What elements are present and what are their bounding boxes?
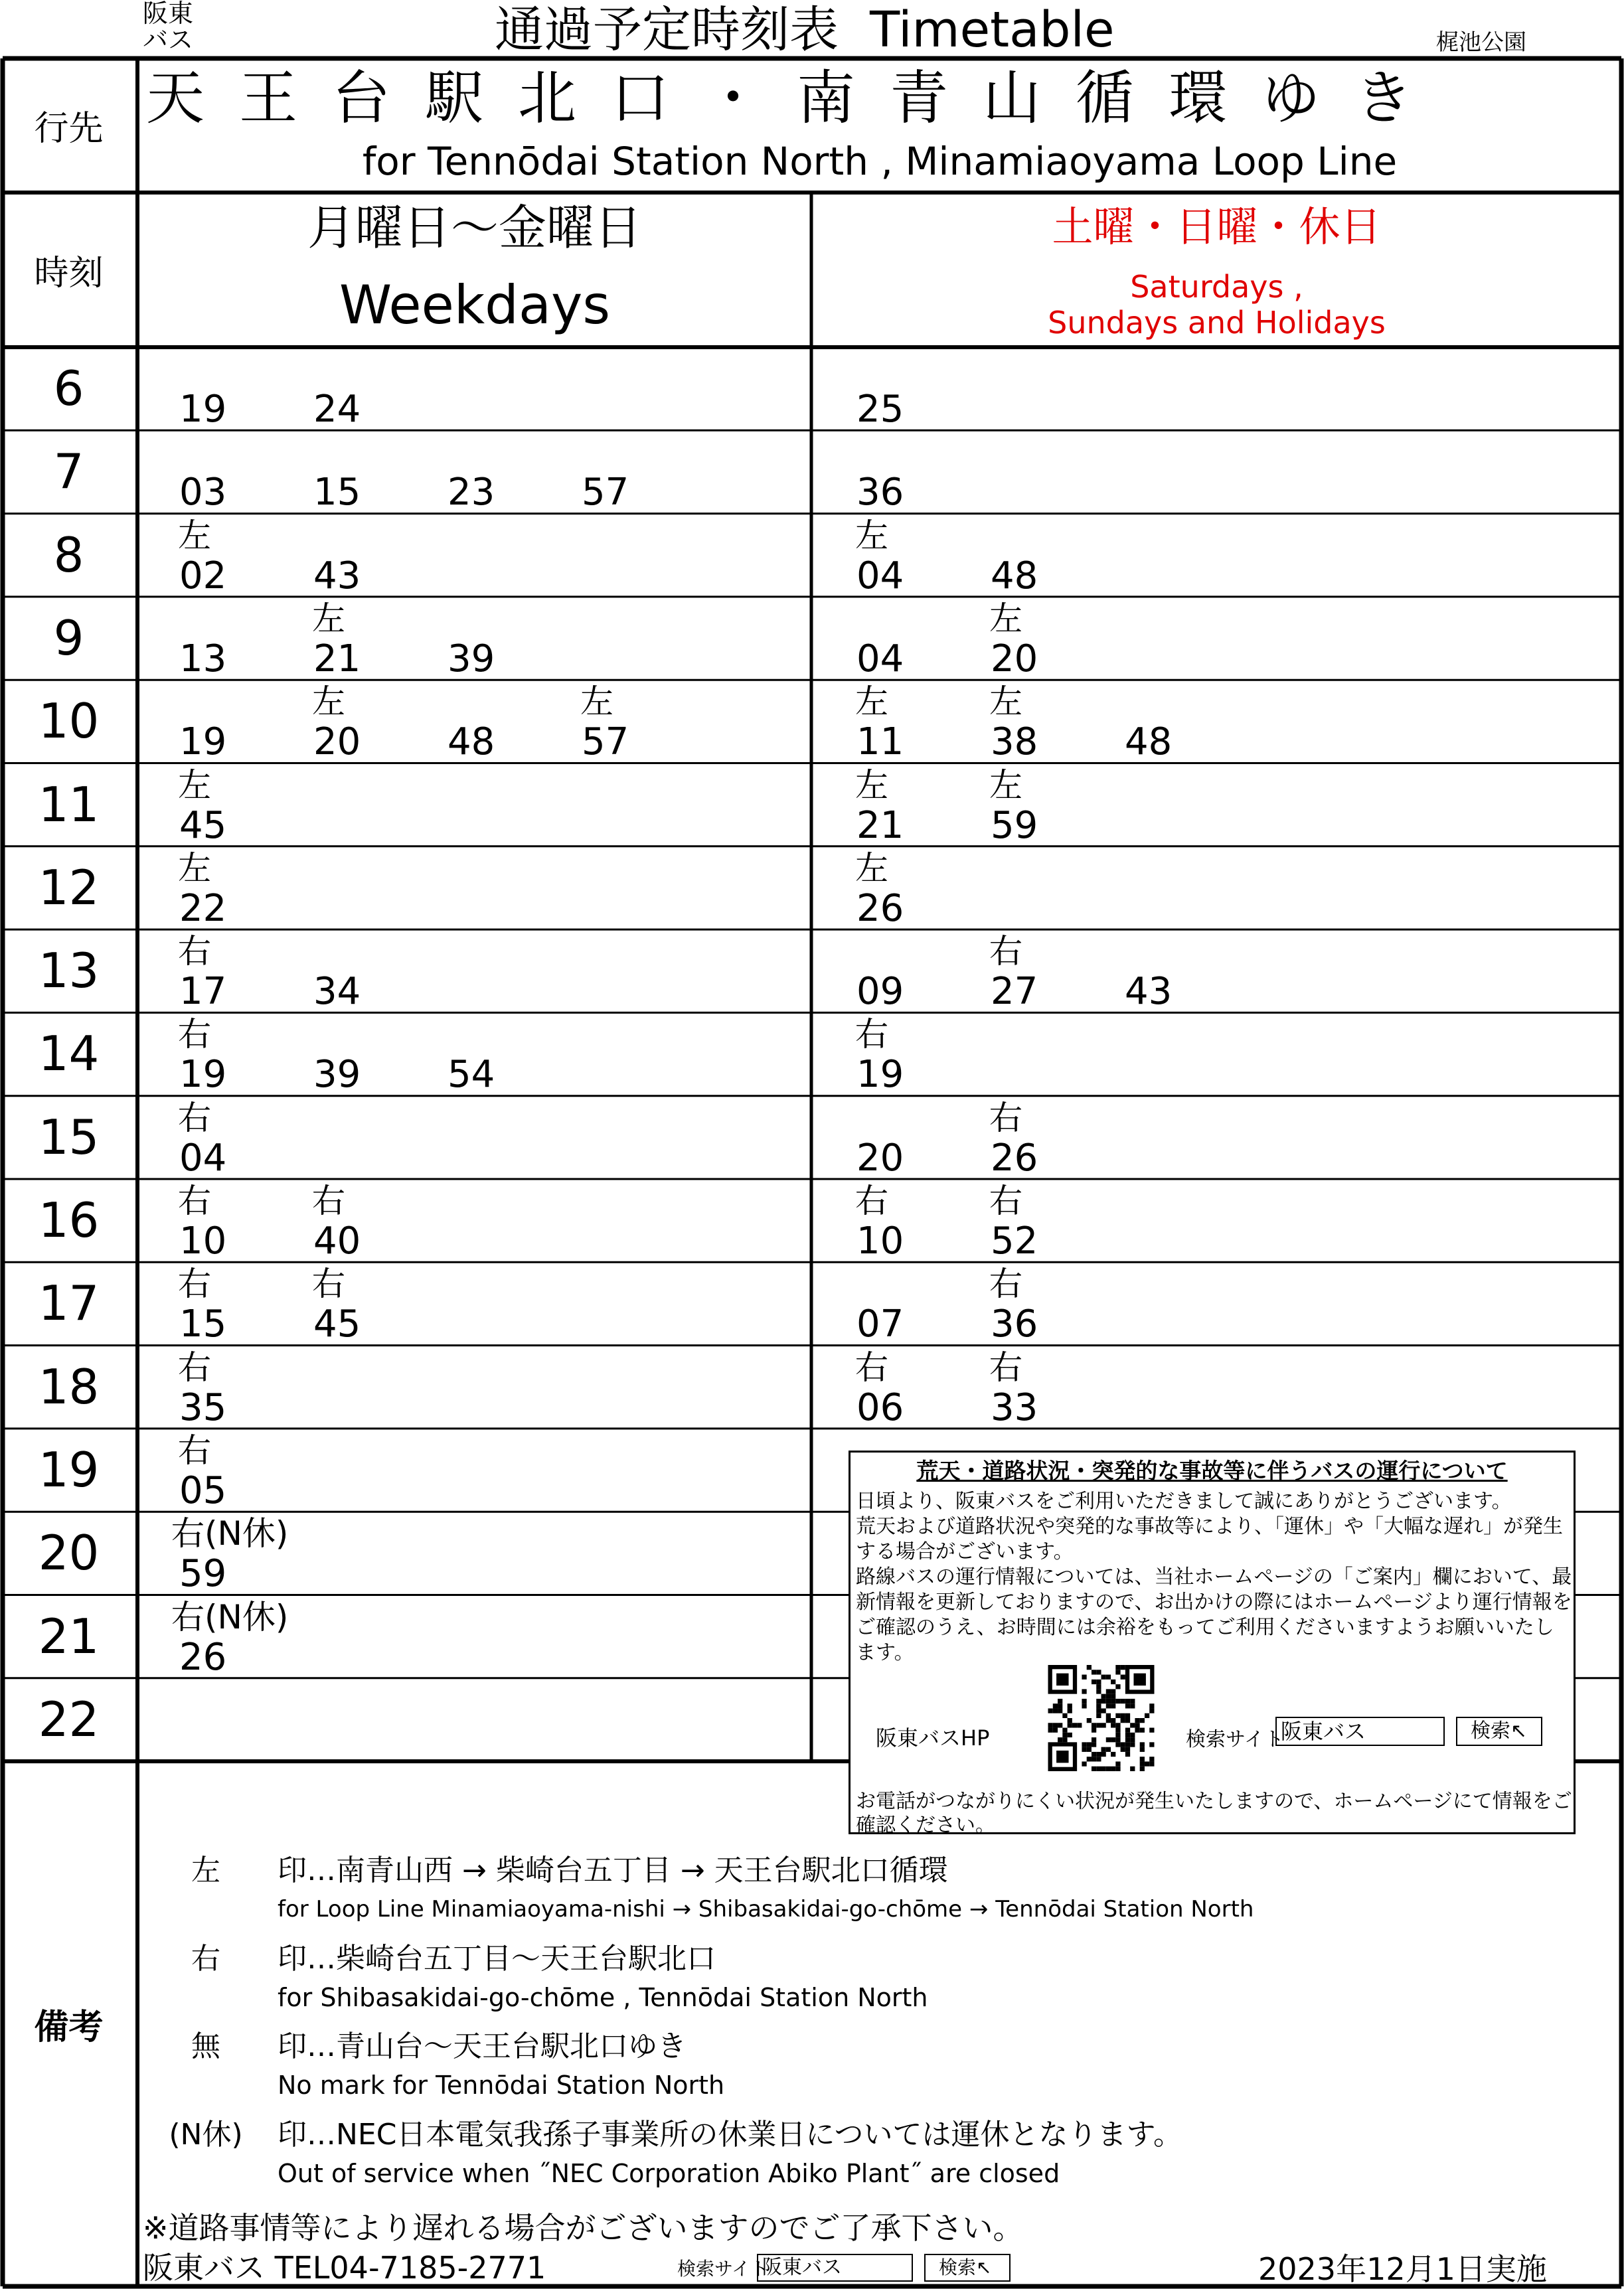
weekend-header-en-line1: Saturdays , [1130, 269, 1303, 305]
weekend-departure [983, 1180, 1096, 1261]
route-mark: 右 [855, 1015, 888, 1054]
weekend-header-jp: 土曜・日曜・休日 [1052, 202, 1382, 251]
departure-minute: 33 [991, 1385, 1038, 1429]
departure-minute: 15 [179, 1302, 227, 1346]
route-mark: 左 [312, 682, 345, 722]
departure-minute: 20 [856, 1136, 904, 1180]
route-mark: 右(N休) [171, 1514, 289, 1553]
company-telephone: 阪東バス TEL04-7185-2771 [143, 2250, 546, 2286]
search-button-label: 検索 [1471, 1719, 1510, 1743]
route-mark: 右(N休) [171, 1597, 289, 1636]
departure-minute: 52 [991, 1220, 1038, 1263]
weekday-departure [305, 349, 418, 430]
weekday-departure [171, 1263, 284, 1344]
departure-minute: 35 [179, 1385, 227, 1429]
weekend-departure [1117, 681, 1230, 762]
weekday-departure [171, 349, 284, 430]
hour-label: 8 [53, 526, 84, 583]
weekend-header-en-line2: Sundays and Holidays [1048, 305, 1386, 341]
weekday-departure [171, 681, 284, 762]
route-mark [305, 931, 418, 972]
hour-label: 15 [38, 1109, 100, 1165]
departure-minute: 23 [447, 471, 495, 514]
weekend-departure [983, 1347, 1096, 1428]
weekday-departure [171, 1513, 289, 1596]
route-mark: 右 [989, 1265, 1022, 1304]
weekday-departure [171, 1180, 284, 1261]
departure-minute: 09 [856, 970, 904, 1014]
route-mark [1117, 931, 1230, 972]
weekday-departure [305, 931, 418, 1012]
search-site-label: 検索サイト [1186, 1728, 1284, 1751]
departure-minute: 04 [856, 554, 904, 597]
weekdays-header-jp: 月曜日～金曜日 [307, 200, 642, 256]
delay-caution: ※道路事情等により遅れる場合がございますのでご了承下さい。 [143, 2210, 1024, 2246]
route-mark: 右 [178, 1182, 211, 1220]
departure-minute: 45 [179, 803, 227, 847]
weekend-departure [983, 598, 1096, 679]
qr-code-icon[interactable] [1046, 1665, 1156, 1771]
route-mark: 右 [178, 1431, 211, 1470]
time-label: 時刻 [34, 254, 104, 293]
departure-minute: 26 [856, 886, 904, 930]
hour-label: 20 [38, 1525, 100, 1581]
route-mark: 左 [855, 516, 888, 555]
departure-minute: 02 [179, 554, 227, 597]
route-mark [305, 432, 418, 473]
route-mark: 右 [178, 1348, 211, 1387]
departure-minute: 48 [991, 554, 1038, 597]
destination-label: 行先 [34, 109, 104, 149]
route-mark [849, 1097, 961, 1139]
route-mark [983, 515, 1096, 556]
cursor-arrow-icon: ↖ [976, 2256, 992, 2278]
departure-minute: 39 [313, 1053, 361, 1097]
departure-minute: 22 [179, 886, 227, 930]
departure-minute: 39 [447, 637, 495, 680]
departure-minute: 26 [991, 1136, 1038, 1180]
weekday-departure [171, 1597, 289, 1679]
departure-minute: 10 [856, 1220, 904, 1263]
departure-minute: 27 [991, 970, 1038, 1014]
departure-minute: 20 [991, 637, 1038, 680]
departure-minute: 59 [991, 803, 1038, 847]
weekend-departure [849, 1347, 961, 1428]
route-mark [305, 349, 418, 390]
hour-label: 19 [38, 1441, 100, 1498]
weekend-departure [849, 848, 961, 929]
notice-paragraph: 日頃より、阪東バスをご利用いただきまして誠にありがとうございます。 [856, 1490, 1512, 1513]
route-mark [171, 681, 284, 722]
route-mark [849, 349, 961, 390]
departure-minute: 21 [313, 637, 361, 680]
departure-minute: 04 [179, 1136, 227, 1180]
route-mark: 左 [178, 765, 211, 805]
route-mark [849, 1263, 961, 1304]
departure-minute: 36 [856, 471, 904, 514]
weekday-departure [440, 681, 552, 762]
legend-description-jp: 印…柴崎台五丁目～天王台駅北口 [278, 1942, 716, 1976]
route-mark: 左 [178, 516, 211, 555]
weekday-departure [574, 681, 687, 762]
departure-minute: 19 [856, 1053, 904, 1097]
weekday-departure [171, 598, 284, 679]
route-mark: 右 [178, 1015, 211, 1054]
departure-minute: 05 [179, 1468, 227, 1512]
weekday-departure [305, 1180, 418, 1261]
footer-search-input[interactable]: 阪東バス [757, 2254, 913, 2282]
departure-minute: 26 [179, 1635, 227, 1679]
route-mark: 左 [855, 848, 888, 888]
weekday-departure [171, 432, 284, 513]
hour-label: 18 [38, 1358, 100, 1415]
route-mark [440, 432, 552, 473]
route-mark: 右 [178, 1098, 211, 1137]
departure-minute: 17 [179, 970, 227, 1014]
footer-search-button-label: 検索 [939, 2256, 977, 2278]
weekend-departure [849, 1180, 961, 1261]
hour-label: 17 [38, 1275, 100, 1332]
page-title: 通過予定時刻表 Timetable [495, 1, 1115, 58]
route-mark [440, 598, 552, 639]
notice-footer: お電話がつながりにくい状況が発生いたしますので、ホームページにて情報をご確認ください。 [856, 1790, 1572, 1837]
hour-label: 14 [38, 1026, 100, 1082]
departure-minute: 57 [582, 471, 629, 514]
route-mark [849, 931, 961, 972]
weekday-departure [305, 432, 418, 513]
legend-description-en: No mark for Tennōdai Station North [278, 2071, 725, 2100]
route-mark [305, 1014, 418, 1055]
route-mark: 右 [989, 1182, 1022, 1220]
weekdays-header-en: Weekdays [339, 274, 610, 336]
route-mark: 右 [312, 1265, 345, 1304]
route-mark [171, 598, 284, 639]
cursor-arrow-icon: ↖ [1510, 1719, 1528, 1743]
route-mark: 右 [312, 1182, 345, 1220]
hour-label: 6 [53, 360, 84, 416]
footer-search-label: 検索サイト [677, 2258, 770, 2280]
departure-minute: 20 [313, 720, 361, 764]
weekend-departure [849, 931, 961, 1012]
route-mark: 右 [178, 1265, 211, 1304]
weekend-departure [849, 1014, 961, 1095]
departure-minute: 24 [313, 388, 361, 431]
weekday-departure [305, 598, 418, 679]
route-mark: 左 [989, 599, 1022, 638]
weekday-departure [574, 432, 687, 513]
weekend-header-en [813, 269, 1620, 341]
departure-minute: 25 [856, 388, 904, 431]
legend-mark: 左 [191, 1854, 220, 1887]
departure-minute: 21 [856, 803, 904, 847]
route-mark: 左 [580, 682, 613, 722]
weekend-departure [849, 765, 961, 846]
weekday-departure [171, 1430, 284, 1511]
weekday-departure [171, 1014, 284, 1095]
hour-label: 13 [38, 943, 100, 999]
hour-label: 7 [53, 443, 84, 500]
weekend-departure [983, 931, 1096, 1012]
hour-label: 22 [38, 1691, 100, 1747]
departure-minute: 57 [582, 720, 629, 764]
departure-minute: 34 [313, 970, 361, 1014]
weekday-departure [305, 681, 418, 762]
hour-label: 21 [38, 1608, 100, 1664]
departure-minute: 15 [313, 471, 361, 514]
route-mark: 右 [855, 1182, 888, 1220]
route-mark [305, 515, 418, 556]
weekday-departure [305, 1014, 418, 1095]
legend-mark: 右 [191, 1942, 220, 1976]
route-mark [171, 432, 284, 473]
route-mark: 右 [855, 1348, 888, 1387]
departure-minute: 06 [856, 1385, 904, 1429]
weekday-departure [171, 931, 284, 1012]
weekend-departure [849, 598, 961, 679]
route-mark [574, 432, 687, 473]
departure-minute: 43 [313, 554, 361, 597]
departure-minute: 40 [313, 1220, 361, 1263]
weekend-departure [983, 681, 1096, 762]
legend-description-en: for Shibasakidai-go-chōme , Tennōdai Station North [278, 1983, 928, 2012]
departure-minute: 07 [856, 1302, 904, 1346]
legend-description-en: Out of service when ˝NEC Corporation Abiko Plant˝ are closed [278, 2159, 1060, 2188]
weekday-departure [171, 515, 284, 596]
notice-paragraph: 路線バスの運行情報については、当社ホームページの「ご案内」欄において、最新情報を更新しておりますので、お出かけの際にはホームページより運行情報をご確認のうえ、お時間には余裕をもってご利用くださいますようお願いいたします。 [856, 1565, 1572, 1664]
notice-title: 荒天・道路状況・突発的な事故等に伴うバスの運行について [916, 1458, 1508, 1484]
route-mark: 右 [178, 932, 211, 971]
route-mark: 左 [855, 765, 888, 805]
departure-minute: 59 [179, 1552, 227, 1596]
departure-minute: 48 [447, 720, 495, 764]
notice-body [856, 1489, 1573, 1666]
hour-label: 9 [53, 609, 84, 666]
legend-description-jp: 印…南青山西 → 柴崎台五丁目 → 天王台駅北口循環 [278, 1854, 948, 1887]
route-mark [849, 598, 961, 639]
hour-label: 12 [38, 859, 100, 915]
departure-minute: 03 [179, 471, 227, 514]
weekday-departure [440, 432, 552, 513]
departure-minute: 04 [856, 637, 904, 680]
hour-label: 10 [38, 693, 100, 750]
weekend-departure [849, 1097, 961, 1178]
departure-minute: 19 [179, 1053, 227, 1097]
route-mark [1117, 681, 1230, 722]
weekday-departure [171, 1347, 284, 1428]
weekday-departure [305, 515, 418, 596]
legend-description-jp: 印…NEC日本電気我孫子事業所の休業日については運休となります。 [278, 2118, 1183, 2152]
departure-minute: 43 [1125, 970, 1173, 1014]
weekday-departure [440, 1014, 552, 1095]
departure-minute: 38 [991, 720, 1038, 764]
route-mark [440, 1014, 552, 1055]
homepage-label: 阪東バスHP [876, 1725, 990, 1751]
footer-search-button[interactable] [924, 2254, 1011, 2282]
search-button[interactable] [1456, 1717, 1542, 1746]
weekend-departure [849, 349, 961, 430]
weekend-departure [849, 681, 961, 762]
legend-mark: 無 [191, 2029, 220, 2063]
weekday-departure [171, 848, 284, 929]
route-mark: 左 [855, 682, 888, 722]
weekend-departure [983, 515, 1096, 596]
weekend-departure [983, 765, 1096, 846]
stop-name: 梶池公園 [1436, 29, 1526, 56]
search-input[interactable]: 阪東バス [1275, 1717, 1445, 1746]
destination-jp: 天王台駅北口・南青山循環ゆき [146, 64, 1448, 132]
route-mark: 右 [989, 1348, 1022, 1387]
route-mark: 左 [989, 765, 1022, 805]
notes-label: 備考 [34, 2007, 104, 2047]
hour-label: 16 [38, 1192, 100, 1248]
route-mark: 右 [989, 1098, 1022, 1137]
route-mark: 左 [178, 848, 211, 888]
route-mark [171, 349, 284, 390]
company-logo-text: 阪東 バス [143, 0, 194, 54]
departure-minute: 48 [1125, 720, 1173, 764]
notice-paragraph: 荒天および道路状況や突発的な事故等により、「運休」や「大幅な遅れ」が発生する場合がございます。 [856, 1515, 1563, 1563]
departure-minute: 36 [991, 1302, 1038, 1346]
weekend-departure [1117, 931, 1230, 1012]
legend-mark: (N休) [169, 2118, 243, 2152]
departure-minute: 45 [313, 1302, 361, 1346]
service-notice [849, 1451, 1576, 1837]
weekday-departure [171, 1097, 284, 1178]
hour-label: 11 [38, 776, 100, 832]
route-mark [440, 681, 552, 722]
legend-description-en: for Loop Line Minamiaoyama-nishi → Shibasakidai-go-chōme → Tennōdai Station North [278, 1896, 1254, 1923]
legend-description-jp: 印…青山台～天王台駅北口ゆき [278, 2029, 687, 2063]
route-mark [849, 432, 961, 473]
departure-minute: 10 [179, 1220, 227, 1263]
weekday-departure [171, 765, 284, 846]
departure-minute: 11 [856, 720, 904, 764]
departure-minute: 19 [179, 720, 227, 764]
route-mark: 左 [312, 599, 345, 638]
effective-date: 2023年12月1日実施 [1258, 2251, 1547, 2287]
weekend-departure [983, 1097, 1096, 1178]
weekday-departure [305, 1263, 418, 1344]
weekend-departure [849, 1263, 961, 1344]
departure-minute: 13 [179, 637, 227, 680]
departure-minute: 54 [447, 1053, 495, 1097]
weekday-departure [440, 598, 552, 679]
route-mark: 右 [989, 932, 1022, 971]
departure-minute: 19 [179, 388, 227, 431]
weekend-departure [849, 432, 961, 513]
route-mark: 左 [989, 682, 1022, 722]
destination-en: for Tennōdai Station North , Minamiaoyama Loop Line [362, 139, 1398, 184]
weekend-departure [849, 515, 961, 596]
weekend-departure [983, 1263, 1096, 1344]
